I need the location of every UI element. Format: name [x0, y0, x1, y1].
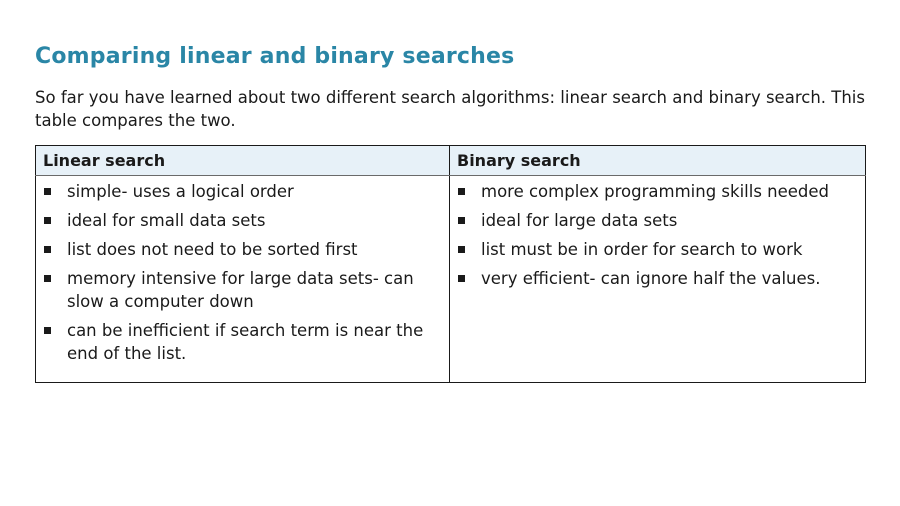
list-item [457, 267, 858, 290]
list-item-text: very efficient- can ignore half the values. [481, 269, 821, 288]
list-item-text: memory intensive for large data sets- can slow a computer down [67, 269, 414, 311]
list-item [43, 209, 442, 232]
list-item [43, 238, 442, 261]
header-linear-search: Linear search [36, 146, 450, 176]
linear-search-list [43, 180, 442, 365]
square-bullet-icon [458, 217, 465, 224]
list-item-text: can be inefficient if search term is near the end of the list. [67, 321, 424, 363]
list-item-text: ideal for small data sets [67, 211, 266, 230]
square-bullet-icon [44, 188, 51, 195]
square-bullet-icon [458, 246, 465, 253]
list-item [457, 209, 858, 232]
list-item [457, 180, 858, 203]
comparison-table [35, 145, 866, 383]
list-item-text: more complex programming skills needed [481, 182, 830, 201]
linear-search-cell [36, 176, 450, 383]
binary-search-list [457, 180, 858, 290]
table-row [36, 176, 866, 383]
square-bullet-icon [44, 246, 51, 253]
page-content [35, 40, 865, 383]
binary-search-cell [450, 176, 866, 383]
intro-paragraph: So far you have learned about two different search algorithms: linear search and binary search. This table compares the two. [35, 88, 865, 130]
list-item-text: list does not need to be sorted first [67, 240, 358, 259]
header-binary-search: Binary search [450, 146, 866, 176]
list-item [43, 267, 442, 313]
list-item [43, 319, 442, 365]
table-header-row [36, 146, 866, 176]
list-item-text: list must be in order for search to work [481, 240, 803, 259]
section-heading: Comparing linear and binary searches [35, 44, 515, 69]
list-item [457, 238, 858, 261]
square-bullet-icon [44, 217, 51, 224]
square-bullet-icon [458, 275, 465, 282]
square-bullet-icon [458, 188, 465, 195]
square-bullet-icon [44, 327, 51, 334]
list-item-text: simple- uses a logical order [67, 182, 294, 201]
list-item [43, 180, 442, 203]
square-bullet-icon [44, 275, 51, 282]
list-item-text: ideal for large data sets [481, 211, 678, 230]
